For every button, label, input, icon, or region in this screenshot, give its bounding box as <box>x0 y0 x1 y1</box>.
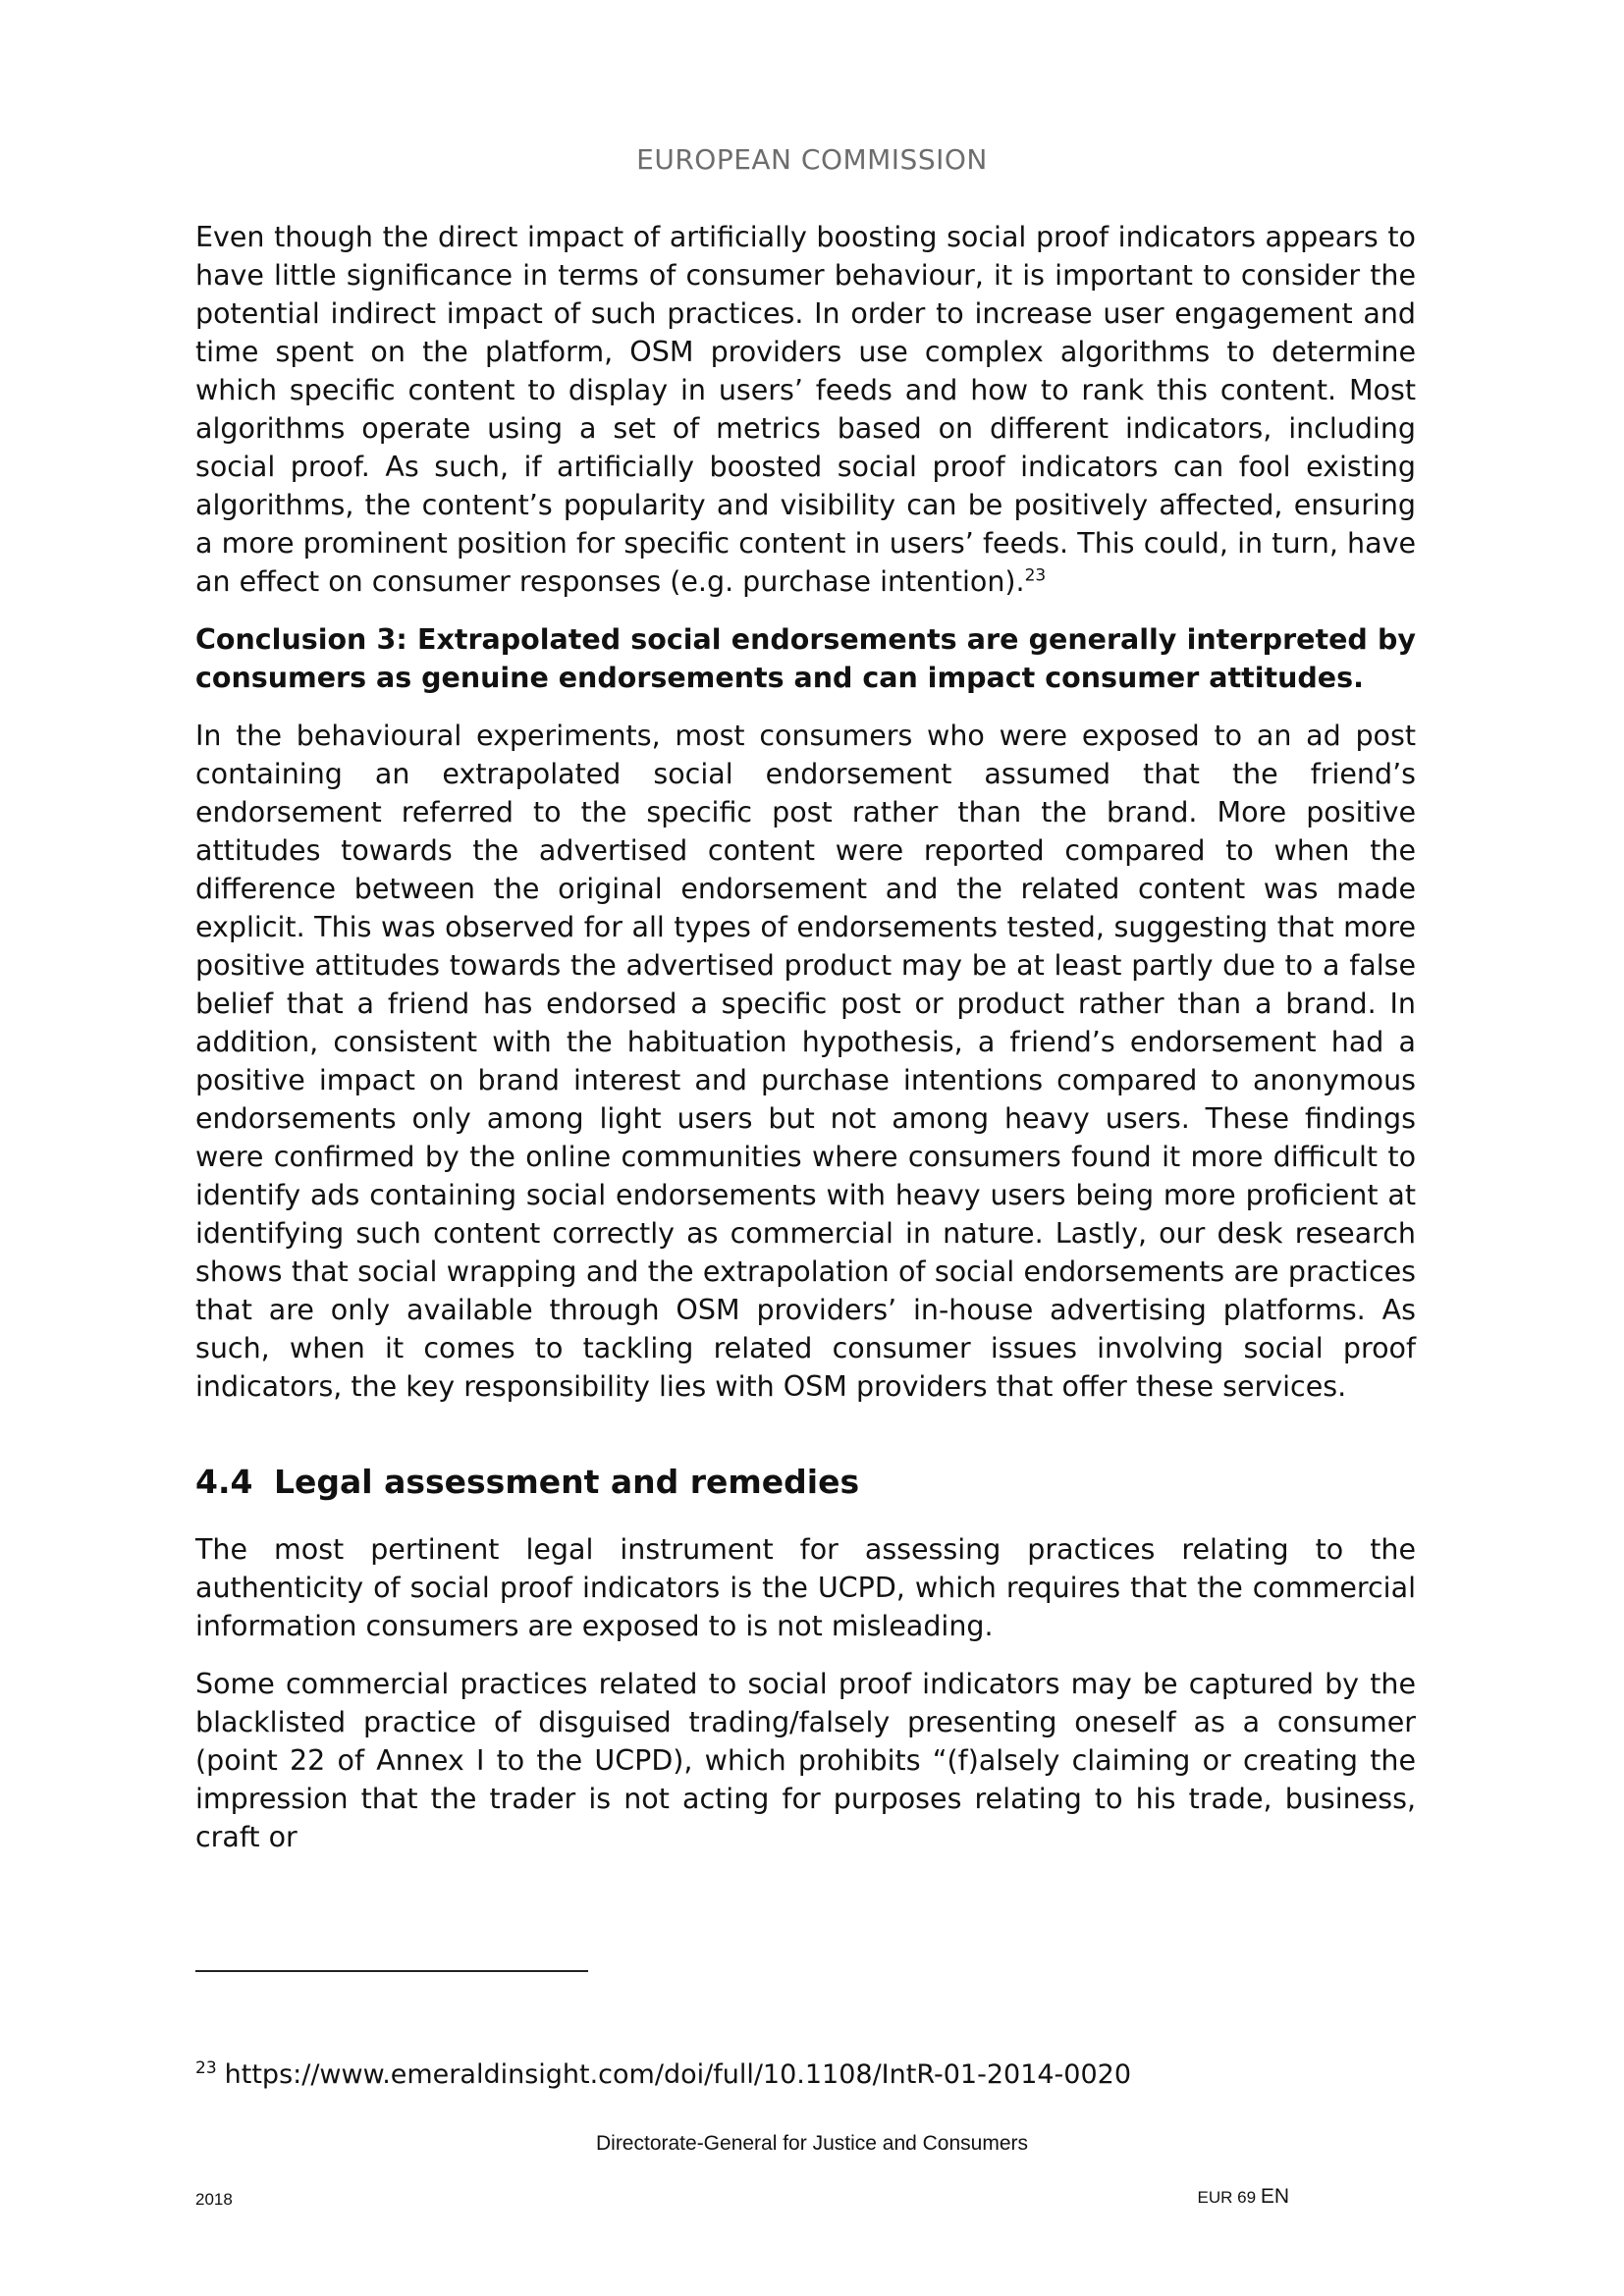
section-number: 4.4 <box>195 1463 253 1501</box>
footnote <box>195 2059 1131 2090</box>
footer-code-text: EUR 69 <box>1197 2188 1257 2207</box>
footnote-reference[interactable]: 23 <box>1024 565 1047 586</box>
section-heading <box>195 1463 1416 1501</box>
paragraph-behavioural-experiments: In the behavioural experiments, most consumers who were exposed to an ad post containing an extrapolated social endorsement assumed that the friend’s endorsement referred to the specific post rather than the brand. More positive attitudes towards the advertised content were reported compared to when the difference between the original endorsement and the related content was made explicit. This was observed for all types of endorsements tested, suggesting that more positive attitudes towards the advertised product may be at least partly due to a false belief that a friend has endorsed a specific post or product rather than a brand. In addition, consistent with the habituation hypothesis, a friend’s endorsement had a positive impact on brand interest and purchase intentions compared to anonymous endorsements only among light users but not among heavy users. These findings were confirmed by the online communities where consumers found it more difficult to identify ads containing social endorsements with heavy users being more proficient at identifying such content correctly as commercial in nature. Lastly, our desk research shows that social wrapping and the extrapolation of social endorsements are practices that are only available through OSM providers’ in-house advertising platforms. As such, when it comes to tackling related consumer issues involving social proof indicators, the key responsibility lies with OSM providers that offer these services. <box>195 720 1416 1403</box>
footnote-link[interactable]: https://www.emeraldinsight.com/doi/full/10.1108/IntR-01-2014-0020 <box>224 2059 1132 2090</box>
paragraph-legal-instrument: The most pertinent legal instrument for assessing practices relating to the authenticity of social proof indicators is the UCPD, which requires that the commercial information consumers are exposed to is not misleading. <box>195 1533 1416 1642</box>
footnote-divider <box>195 1970 588 1972</box>
footnote-number: 23 <box>195 2058 217 2078</box>
footer-year: 2018 <box>195 2190 233 2209</box>
footer-directorate: Directorate-General for Justice and Consumers <box>595 2132 1028 2155</box>
footer-language: EN <box>1260 2185 1289 2208</box>
paragraph-text: Even though the direct impact of artificially boosting social proof indicators appears to have little significance in terms of consumer behaviour, it is important to consider the potential indirect impact of such practices. In order to increase user engagement and time spent on the platform, OSM providers use complex algorithms to determine which specific content to display in users’ feeds and how to rank this content. Most algorithms operate using a set of metrics based on different indicators, including social proof. As such, if artificially boosted social proof indicators can fool existing algorithms, the content’s popularity and visibility can be positively affected, ensuring a more prominent position for specific content in users’ feeds. This could, in turn, have an effect on consumer responses (e.g. purchase intention). <box>195 221 1416 598</box>
footer-document-code <box>1198 2185 1289 2209</box>
paragraph-indirect-impact <box>195 218 1416 601</box>
paragraph-blacklisted-practice: Some commercial practices related to social proof indicators may be captured by the blacklisted practice of disguised trading/falsely presenting oneself as a consumer (point 22 of Annex I to the UCPD), which prohibits “(f)alsely claiming or creating the impression that the trader is not acting for purposes relating to his trade, business, craft or <box>195 1668 1416 1853</box>
conclusion-statement: Conclusion 3: Extrapolated social endorsements are generally interpreted by consumers as genuine endorsements and can impact consumer attitudes. <box>195 623 1416 694</box>
section-title: Legal assessment and remedies <box>274 1463 860 1501</box>
page-header: EUROPEAN COMMISSION <box>636 143 988 176</box>
page-body <box>195 218 1416 1876</box>
